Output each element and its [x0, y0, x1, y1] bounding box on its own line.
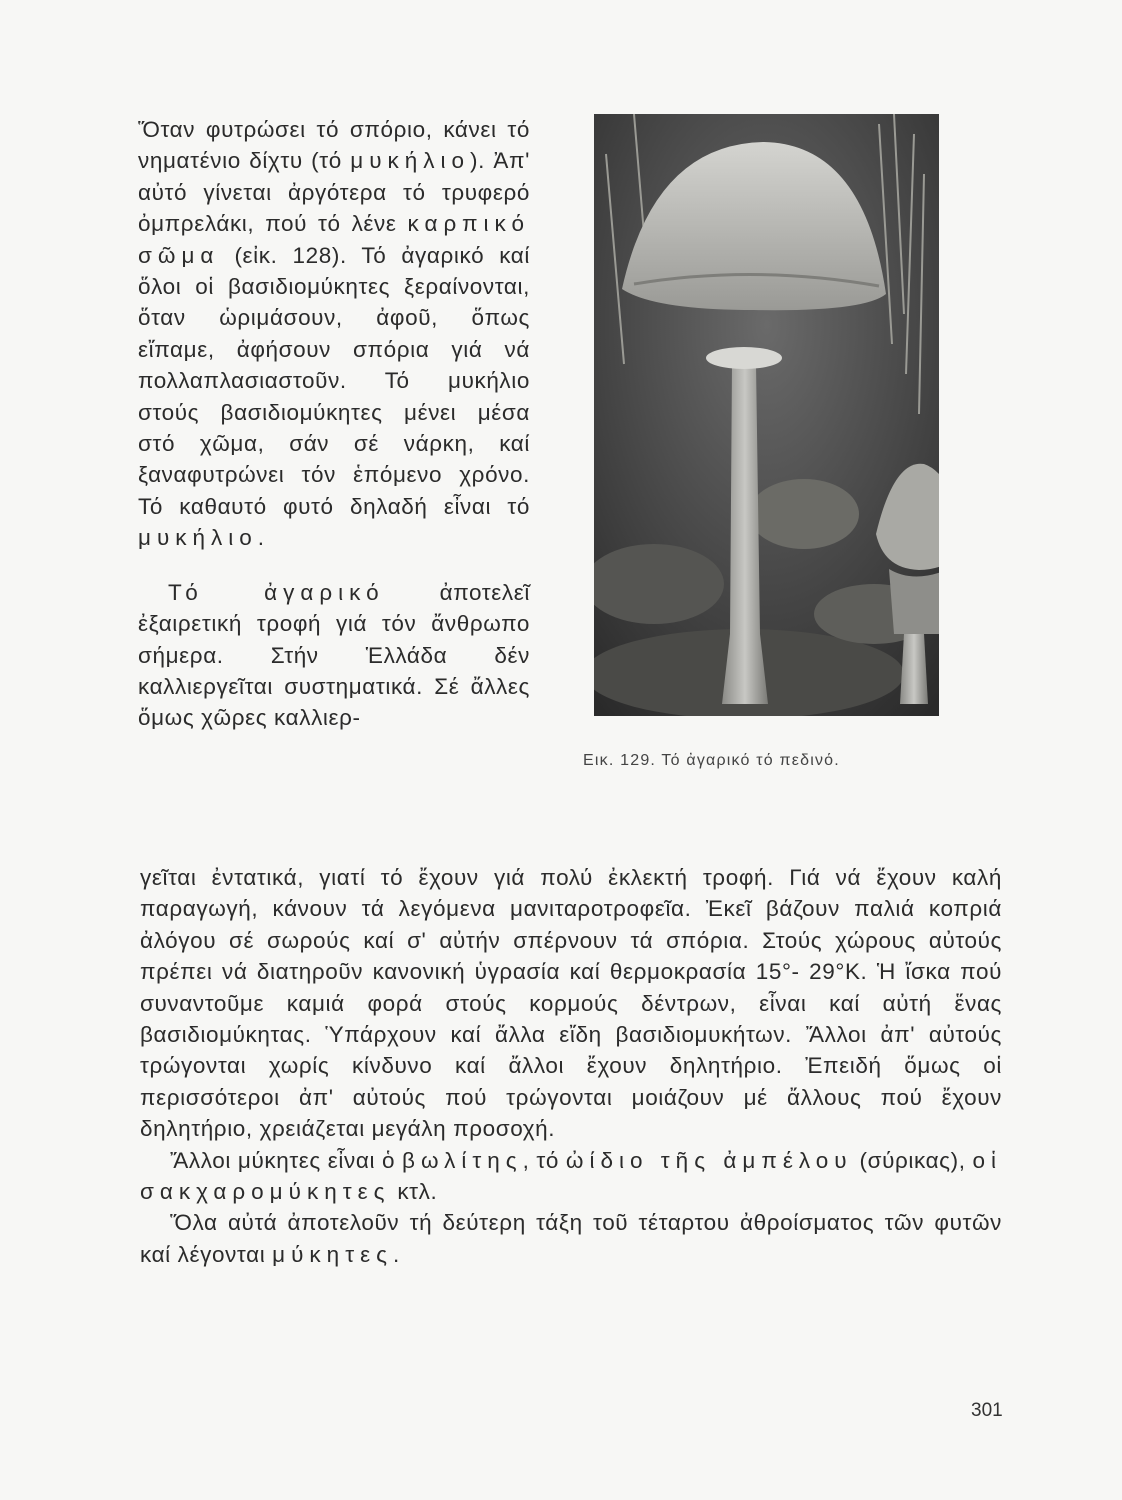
text-run: . — [392, 1241, 400, 1267]
text-run: Ὅταν φυτρώσει τό σπόριο, κάνει τό νηματένιο δίχτυ (τό — [138, 117, 530, 174]
page-number: 301 — [971, 1400, 1003, 1421]
paragraph-3 — [140, 1145, 1002, 1208]
emphasis-term: οἱ σακχαρομύκητες — [140, 1147, 1002, 1205]
emphasis-term: μύκητες — [272, 1241, 393, 1267]
emphasis-term: ὠίδιο τῆς ἀμπέλου — [565, 1147, 853, 1173]
text-run: (σύρικας), — [852, 1147, 973, 1173]
paragraph-2-continued: γεῖται ἐντατικά, γιατί τό ἔχουν γιά πολύ ἐκλεκτή τροφή. Γιά νά ἔχουν καλή παραγωγή, κάνουν τά λεγόμενα μανιταροτροφεῖα. Ἐκεῖ βάζουν παλιά κοπριά ἀλόγου σέ σωρούς καί σ' αὐτήν σπέρνουν τά σπόρια. Στούς χώρους αὐτούς πρέπει νά διατηροῦν κανονική ὑγρασία καί θερμοκρασία 15°- 29°Κ. Ἡ ἴσκα πού συναντοῦμε καμιά φορά στούς κορμούς δέντρων, εἶναι καί αὐτή ἕνας βασιδιομύκητας. Ὑπάρχουν καί ἄλλα εἴδη βασιδιομυκήτων. Ἄλλοι ἀπ' αὐτούς τρώγονται χωρίς κίνδυνο καί ἄλλοι ἔχουν δηλητήριο. Ἐπειδή ὅμως οἱ περισσότεροι ἀπ' αὐτούς πού τρώγονται μοιάζουν μέ ἄλλους πού ἔχουν δηλητήριο, χρειάζεται μεγάλη προσοχή. — [140, 865, 1002, 1142]
text-run: ). Ἀπ' αὐτό γίνεται ἀργότερα τό τρυφερό ὀμπρελάκι, πού τό λένε — [138, 148, 530, 237]
text-run: Ὅλα αὐτά ἀποτελοῦν τή δεύτερη τάξη τοῦ τέταρτου ἀθροίσματος τῶν φυτῶν καί λέγονται — [140, 1210, 1002, 1267]
text-run: ἀποτελεῖ ἐξαιρετική τροφή γιά τόν ἄνθρωπο σήμερα. Στήν Ἑλλάδα δέν καλλιεργεῖται συστηματικά. Σέ ἄλλες ὅμως χῶρες καλλιερ- — [138, 579, 530, 731]
emphasis-term: βωλίτης — [402, 1147, 523, 1173]
emphasis-term: μυκήλιο — [138, 525, 258, 551]
text-run: (εἰκ. 128). Τό ἀγαρικό καί ὅλοι οἱ βασιδιομύκητες ξεραίνονται, ὅταν ὡριμάσουν, ἀφοῦ, ὅπως εἴπαμε, ἀφήσουν σπόρια γιά νά πολλαπλασιαστοῦν. Τό μυκήλιο στούς βασιδιομύκητες μένει μέσα στό χῶμα, σάν σέ νάρκη, καί ξαναφυτρώνει τόν ἑπόμενο χρόνο. Τό καθαυτό φυτό δηλαδή εἶναι τό — [138, 242, 530, 519]
emphasis-term: μυκήλιο — [350, 148, 471, 174]
text-run: , τό — [522, 1147, 566, 1173]
emphasis-term: Τό ἀγαρικό — [168, 579, 385, 605]
mushroom-illustration — [594, 114, 939, 716]
paragraph-4 — [140, 1207, 1002, 1270]
text-run: κτλ. — [390, 1179, 438, 1205]
paragraph-2 — [138, 577, 530, 734]
figure-caption: Εικ. 129. Τό ἀγαρικό τό πεδινό. — [583, 752, 840, 769]
text-run: . — [257, 525, 265, 551]
paragraph-1 — [138, 114, 530, 554]
full-width-text — [140, 862, 1002, 1270]
left-column-text — [138, 114, 530, 734]
mushroom-photo — [594, 114, 939, 716]
emphasis-term: καρπικό σῶμα — [138, 211, 530, 268]
text-run: Ἄλλοι μύκητες εἶναι ὁ — [170, 1147, 403, 1173]
